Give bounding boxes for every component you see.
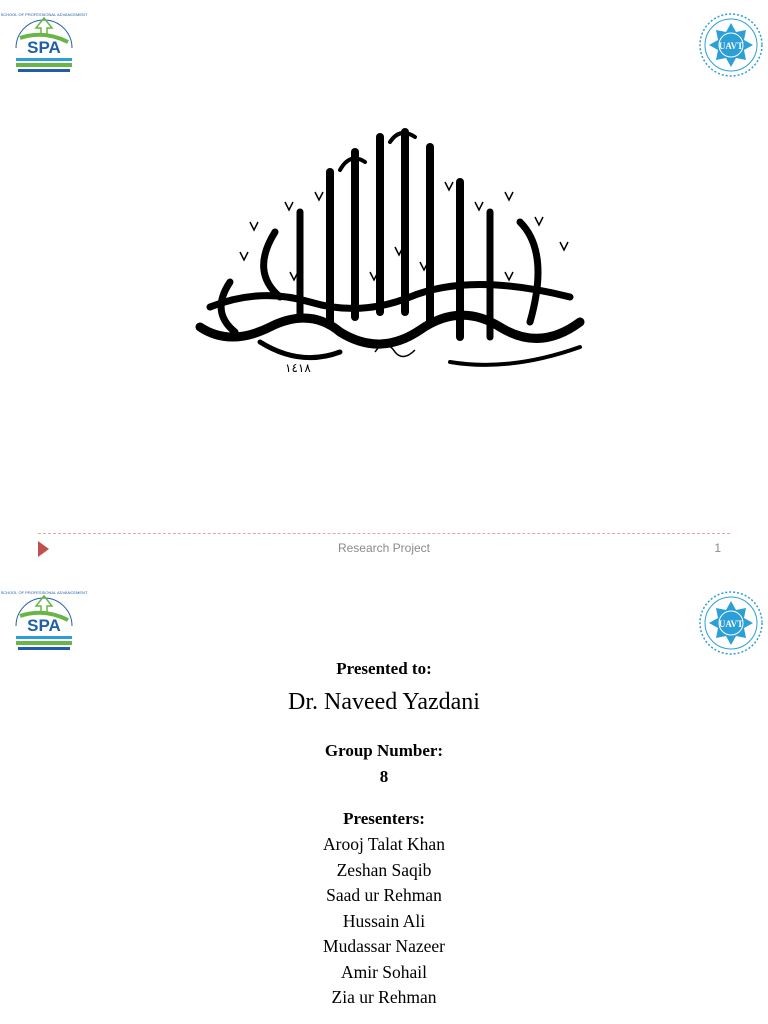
presented-to-label: Presented to: [336,659,432,678]
page-divider [38,533,730,534]
spa-logo [0,8,88,74]
uavt-logo-text: UAVT [718,41,744,51]
cover-content [0,656,768,1011]
bismillah-calligraphy [190,122,590,382]
group-number-value: 8 [379,767,389,786]
footer-page-number: 1 [714,541,721,555]
presenter-name: Zia ur Rehman [331,987,437,1007]
uavt-logo [698,12,764,78]
presenter-name: Arooj Talat Khan [323,834,445,854]
presenters-label: Presenters: [343,809,425,828]
presented-to-name: Dr. Naveed Yazdani [288,689,480,715]
presenter-name: Hussain Ali [342,910,426,931]
presenter-name: Mudassar Nazeer [323,936,445,956]
spa-logo-text: SPA [27,38,61,57]
footer-title: Research Project [337,541,431,555]
calligraphy-date: ١٤١٨ [285,361,311,375]
presenter-name: Saad ur Rehman [326,885,442,905]
spa-logo-text: SPA [27,616,61,635]
uavt-logo-text: UAVT [718,619,744,629]
presenter-name: Zeshan Saqib [336,859,432,880]
presenters-list [0,832,768,1011]
group-number-label: Group Number: [324,741,444,760]
spa-ring-text: SCHOOL OF PROFESSIONAL ADVANCEMENT [0,590,88,595]
spa-logo-page2 [0,586,88,652]
uavt-logo-page2 [698,590,764,656]
spa-ring-text: SCHOOL OF PROFESSIONAL ADVANCEMENT [0,12,88,17]
presenter-name: Amir Sohail [340,961,428,982]
